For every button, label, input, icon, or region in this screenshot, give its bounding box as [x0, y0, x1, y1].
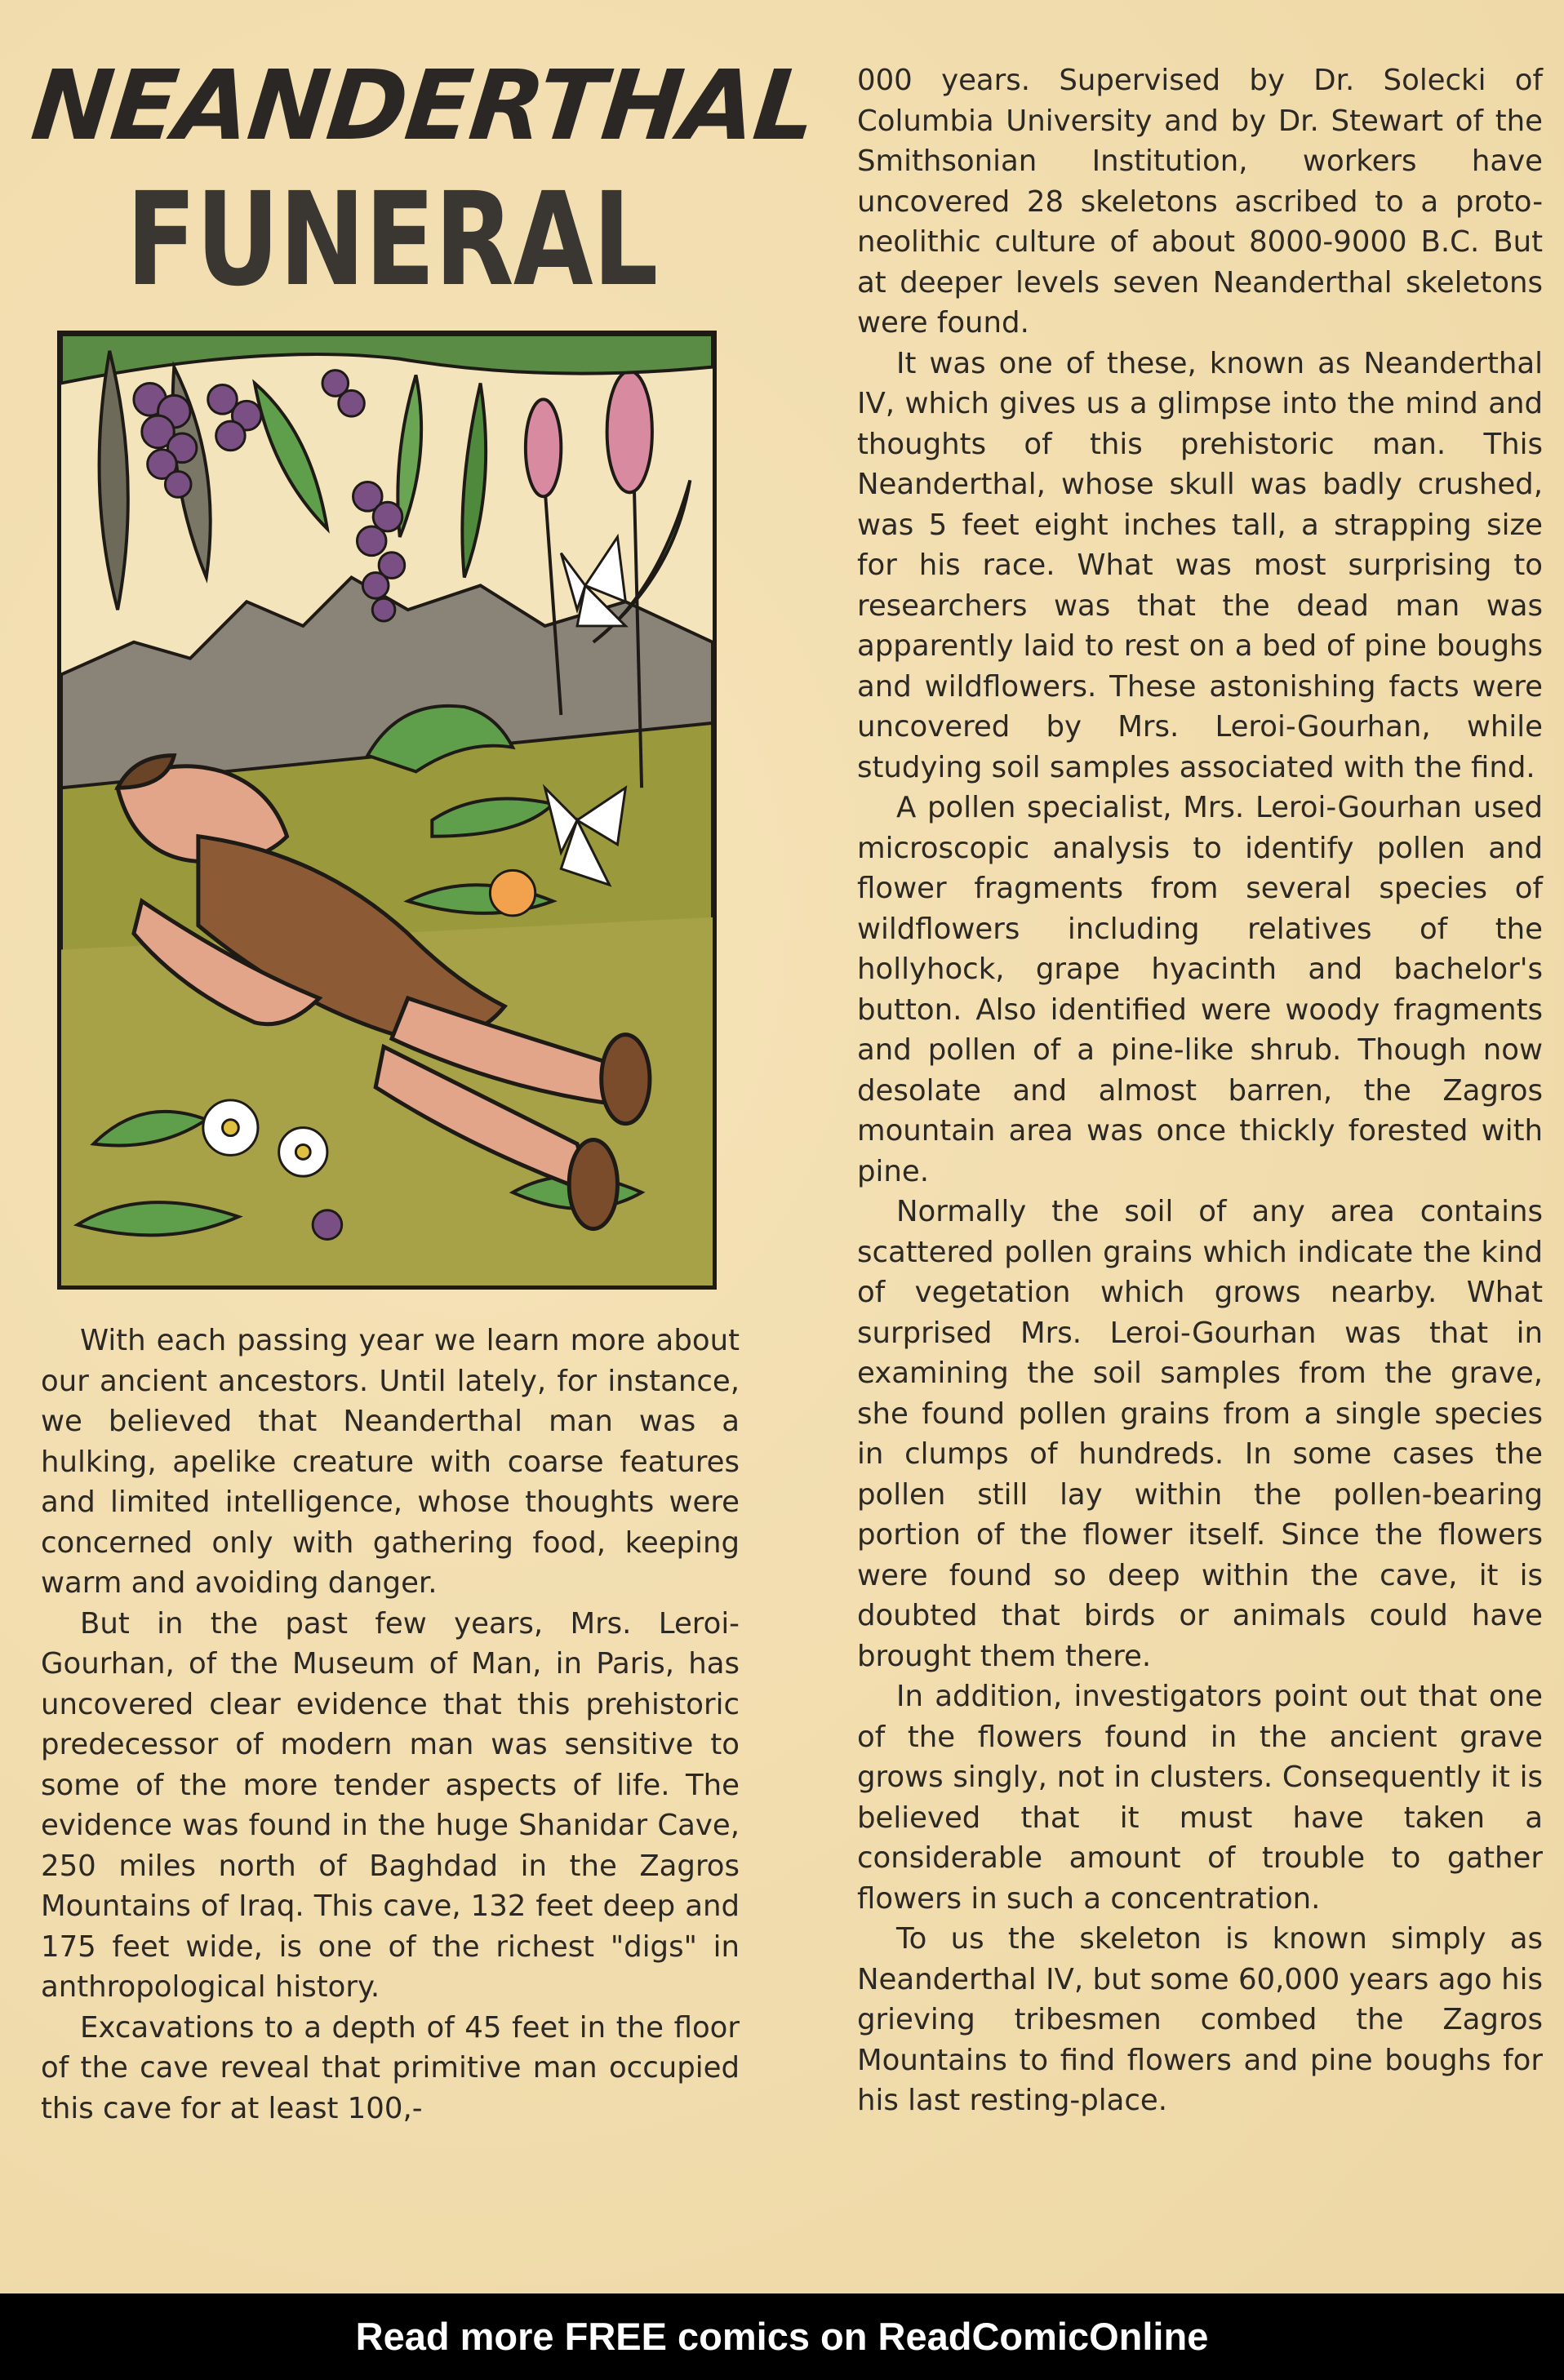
- burial-illustration: [57, 331, 717, 1290]
- paragraph-excavations-continued: 000 years. Supervised by Dr. Solecki of Columbia University and by Dr. Stewart of the Smithsonian Institution, workers have uncovered 28 skeletons ascribed to a proto-neolithic culture of about 8000-9000 B.C. But at deeper levels seven Neanderthal skeletons were found.: [857, 64, 1543, 340]
- paragraph-shanidar-cave: But in the past few years, Mrs. Leroi-Gourhan, of the Museum of Man, in Paris, has uncovered clear evidence that this prehistoric predecessor of modern man was sensitive to some of the more tender aspects of life. The evidence was found in the huge Shanidar Cave, 250 miles north of Baghdad in the Zagros Mountains of Iraq. This cave, 132 feet deep and 175 feet wide, is one of the richest "digs" in anthropological history.: [41, 1606, 740, 2004]
- read-more-link[interactable]: Read more FREE comics on ReadComicOnline: [355, 2315, 1209, 2358]
- paragraph-soil-pollen: Normally the soil of any area contains scattered pollen grains which indicate the kind of vegetation which grows nearby. What surprised Mrs. Leroi-Gourhan was that in examining the soil samples from the grave, she found pollen grains from a single species in clumps of hundreds. In some cases the pollen still lay within the pollen-bearing portion of the flower itself. Since the flowers were found so deep within the cave, it is doubted that birds or animals could have brought them there.: [857, 1195, 1543, 1673]
- read-more-banner[interactable]: [0, 2293, 1564, 2380]
- paragraph-conclusion: To us the skeleton is known simply as Neanderthal IV, but some 60,000 years ago his grieving tribesmen combed the Zagros Mountains to find flowers and pine boughs for his last resting-place.: [857, 1922, 1543, 2117]
- paragraph-neanderthal-iv: It was one of these, known as Neanderthal IV, which gives us a glimpse into the mind and thoughts of this prehistoric man. This Neanderthal, whose skull was badly crushed, was 5 feet eight inches tall, a strapping size for his race. What was most surprising to researchers was that the dead man was apparently laid to rest on a bed of pine boughs and wildflowers. These astonishing facts were uncovered by Mrs. Leroi-Gourhan, while studying soil samples associated with the find.: [857, 346, 1543, 784]
- paragraph-intro: With each passing year we learn more about our ancient ancestors. Until lately, for instance, we believed that Neanderthal man was a hulking, apelike creature with coarse features and limited intelligence, whose thoughts were concerned only with gathering food, keeping warm and avoiding danger.: [41, 1324, 740, 1600]
- title-line-1: NEANDERTHAL: [26, 49, 820, 162]
- title-line-2: FUNERAL: [126, 165, 658, 315]
- paragraph-pollen-specialist: A pollen specialist, Mrs. Leroi-Gourhan used microscopic analysis to identify pollen and flower fragments from several species of wildflowers including relatives of the hollyhock, grape hyacinth and bachelor's button. Also identified were woody fragments and pollen of a pine-like shrub. Though now desolate and almost barren, the Zagros mountain area was once thickly forested with pine.: [857, 791, 1543, 1188]
- paragraph-single-flowers: In addition, investigators point out that one of the flowers found in the ancient grave grows singly, not in clusters. Consequently it is believed that it must have taken a considerable amount of trouble to gather flowers in such a concentration.: [857, 1680, 1543, 1916]
- article-left-column: [41, 1321, 740, 2129]
- article-right-column: [857, 60, 1543, 2121]
- burial-illustration-art: [61, 335, 713, 1285]
- paragraph-excavations: Excavations to a depth of 45 feet in the floor of the cave reveal that primitive man occupied this cave for at least 100,-: [41, 2010, 740, 2125]
